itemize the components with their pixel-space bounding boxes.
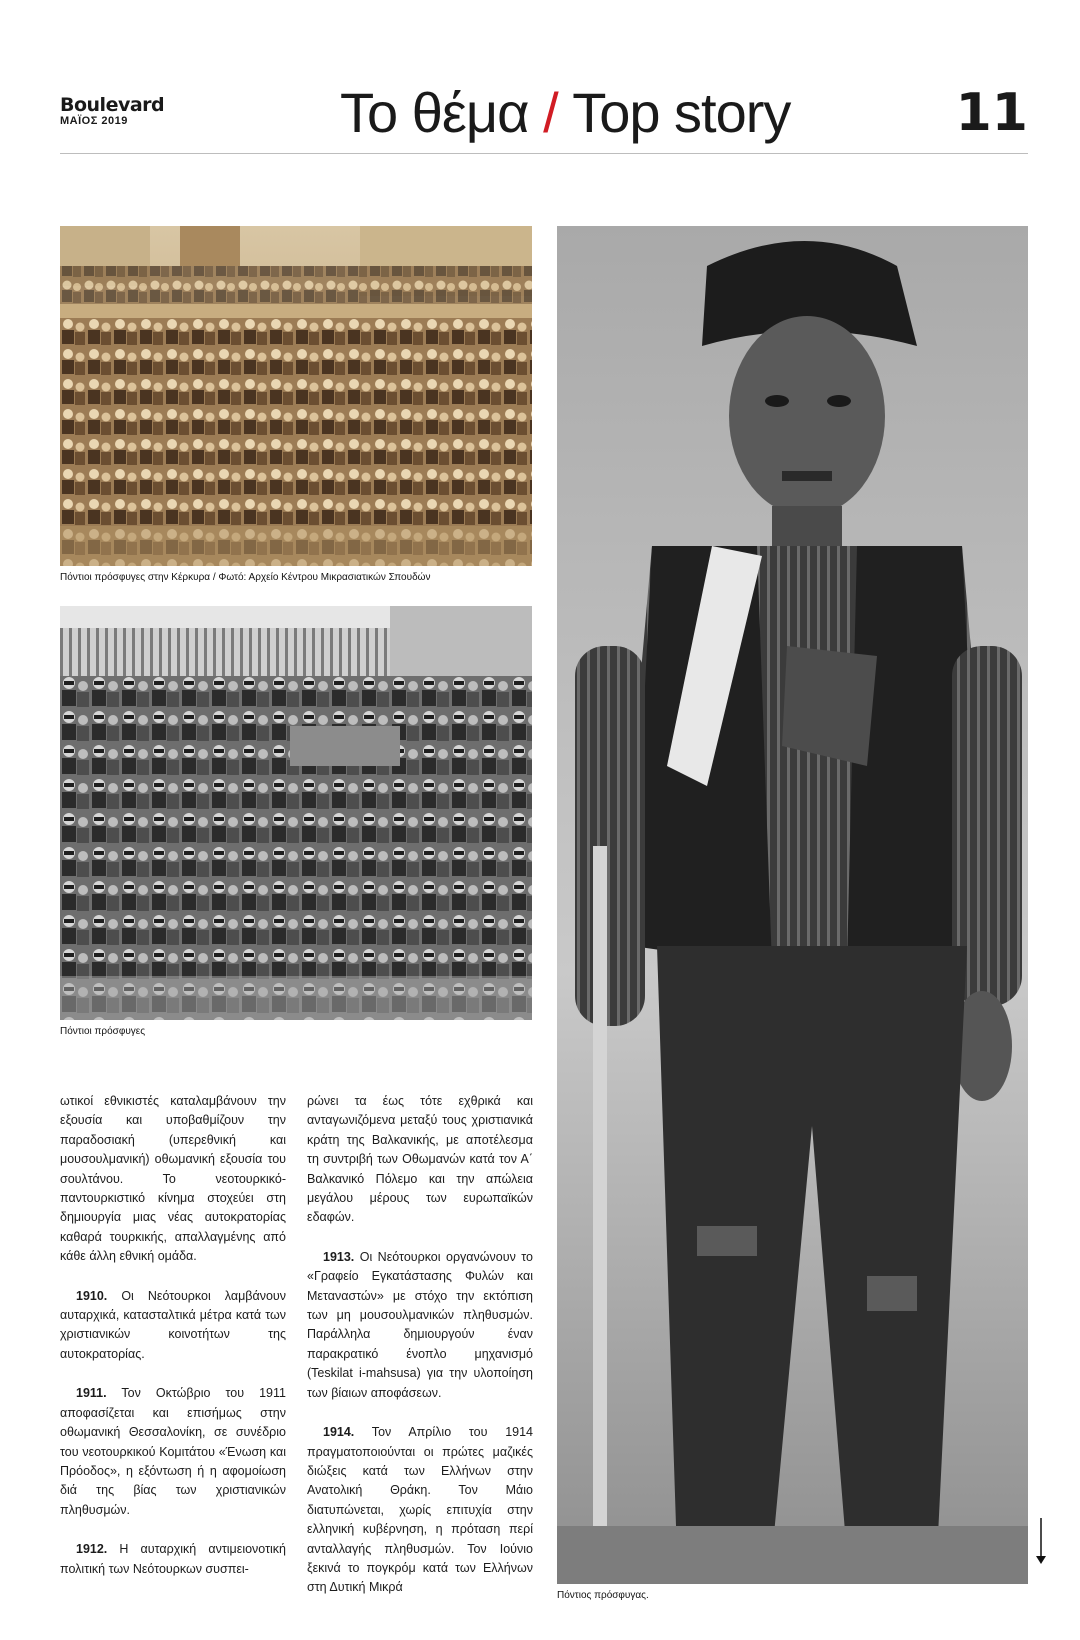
year-1910: 1910. <box>76 1288 108 1303</box>
year-1913: 1913. <box>323 1249 355 1264</box>
article-column-2 <box>307 1092 533 1618</box>
col1-paragraph-1: ωτικοί εθνικιστές καταλαμβάνουν την εξουσία και υποβαθμίζουν την παραδοσιακή (υπερεθνική και μουσουλμανική) οθωμανική εξουσία του σουλτάνου. Το νεοτουρκικό-παντουρκιστικό κίνημα στοχεύει στη δημιουργία μιας νέας αυτοκρατορίας καθαρά τουρκικής, απαλλαγμένης από κάθε άλλη εθνική ομάδα. <box>60 1094 286 1264</box>
section-title <box>340 83 790 143</box>
col2-paragraph-1914 <box>307 1423 533 1598</box>
col2-paragraph-1: ρώνει τα έως τότε εχθρικά και ανταγωνιζόμενα μεταξύ τους χριστιανικά κράτη της Βαλκανικής, με αποτέλεσμα τη συντριβή των Οθωμανών κατά τον Α΄ Βαλκανικό Πόλεμο και την απώλεια μεγάλου μέρους των ευρωπαϊκών εδαφών. <box>307 1094 533 1225</box>
col1-paragraph-1910 <box>60 1287 286 1365</box>
pontic-refugee-caption: Πόντιος πρόσφυγας. <box>557 1590 649 1601</box>
year-1911: 1911. <box>76 1386 107 1401</box>
text-1912: Η αυταρχική αντιμειονοτική πολιτική των Νεότουρκων συσπει- <box>60 1542 286 1576</box>
pontic-refugee-image <box>557 226 1028 1584</box>
section-title-english: Top story <box>572 81 791 144</box>
refugees-group-image <box>60 606 532 1020</box>
col1-paragraph-1912 <box>60 1540 286 1579</box>
refugees-corfu-image <box>60 226 532 566</box>
section-title-greek: Το θέμα <box>340 81 529 144</box>
header-rule <box>60 153 1028 154</box>
col1-paragraph-1911 <box>60 1384 286 1520</box>
pontic-refugee-portrait <box>557 226 1028 1584</box>
section-title-slash: / <box>543 81 558 144</box>
text-1911: Τον Οκτώβριο του 1911 αποφασίζεται και επισήμως στην οθωμανική Θεσσαλονίκη, σε συνέδριο του νεοτουρκικού Κομιτάτου «Ένωση και Πρόοδος», η εξόντωση ή η αφομοίωση διά της βίας των χριστιανικών πληθυσμών. <box>60 1386 286 1517</box>
text-1913: Οι Νεότουρκοι οργανώνουν το «Γραφείο Εγκατάστασης Φυλών και Μεταναστών» με στόχο την εκτόπιση των μη μουσουλμανικών πληθυσμών. Παράλληλα δημιουργούν έναν παρακρατικό ένοπλο μηχανισμό (Teskilat i-mahsusa) για την υλοποίηση των βίαιων αποφάσεων. <box>307 1249 533 1400</box>
refugees-corfu-photo <box>60 226 532 566</box>
article-column-1 <box>60 1092 286 1599</box>
page-number: 11 <box>955 83 1028 143</box>
text-1914: Τον Απρίλιο του 1914 πραγματοποιούνται οι πρώτες μαζικές διώξεις κατά των Ελλήνων στην Ανατολική Θράκη. Τον Μάιο διατυπώνεται, χωρίς επιτυχία στην ελληνική κυβέρνηση, η πρόταση περί ανταλλαγής πληθυσμών. Τον Ιούνιο ξεκινά το πογκρόμ κατά των Ελλήνων στη Δυτική Μικρά <box>307 1425 533 1595</box>
refugees-group-caption: Πόντιοι πρόσφυγες <box>60 1026 146 1037</box>
issue-date: ΜΑΪΟΣ 2019 <box>60 115 128 127</box>
year-1912: 1912. <box>76 1542 108 1557</box>
masthead <box>60 83 1028 155</box>
text-1910: Οι Νεότουρκοι λαμβάνουν αυταρχικά, κατασταλτικά μέτρα κατά των χριστιανικών κοινοτήτων της αυτοκρατορίας. <box>60 1288 286 1361</box>
brand-block <box>60 95 164 128</box>
brand-name: Boulevard <box>60 94 165 116</box>
refugees-corfu-caption: Πόντιοι πρόσφυγες στην Κέρκυρα / Φωτό: Αρχείο Κέντρου Μικρασιατικών Σπουδών <box>60 572 431 583</box>
col2-paragraph-1913 <box>307 1248 533 1403</box>
refugees-group-photo <box>60 606 532 1020</box>
year-1914: 1914. <box>323 1425 355 1440</box>
continue-arrow-icon <box>1036 1518 1046 1564</box>
